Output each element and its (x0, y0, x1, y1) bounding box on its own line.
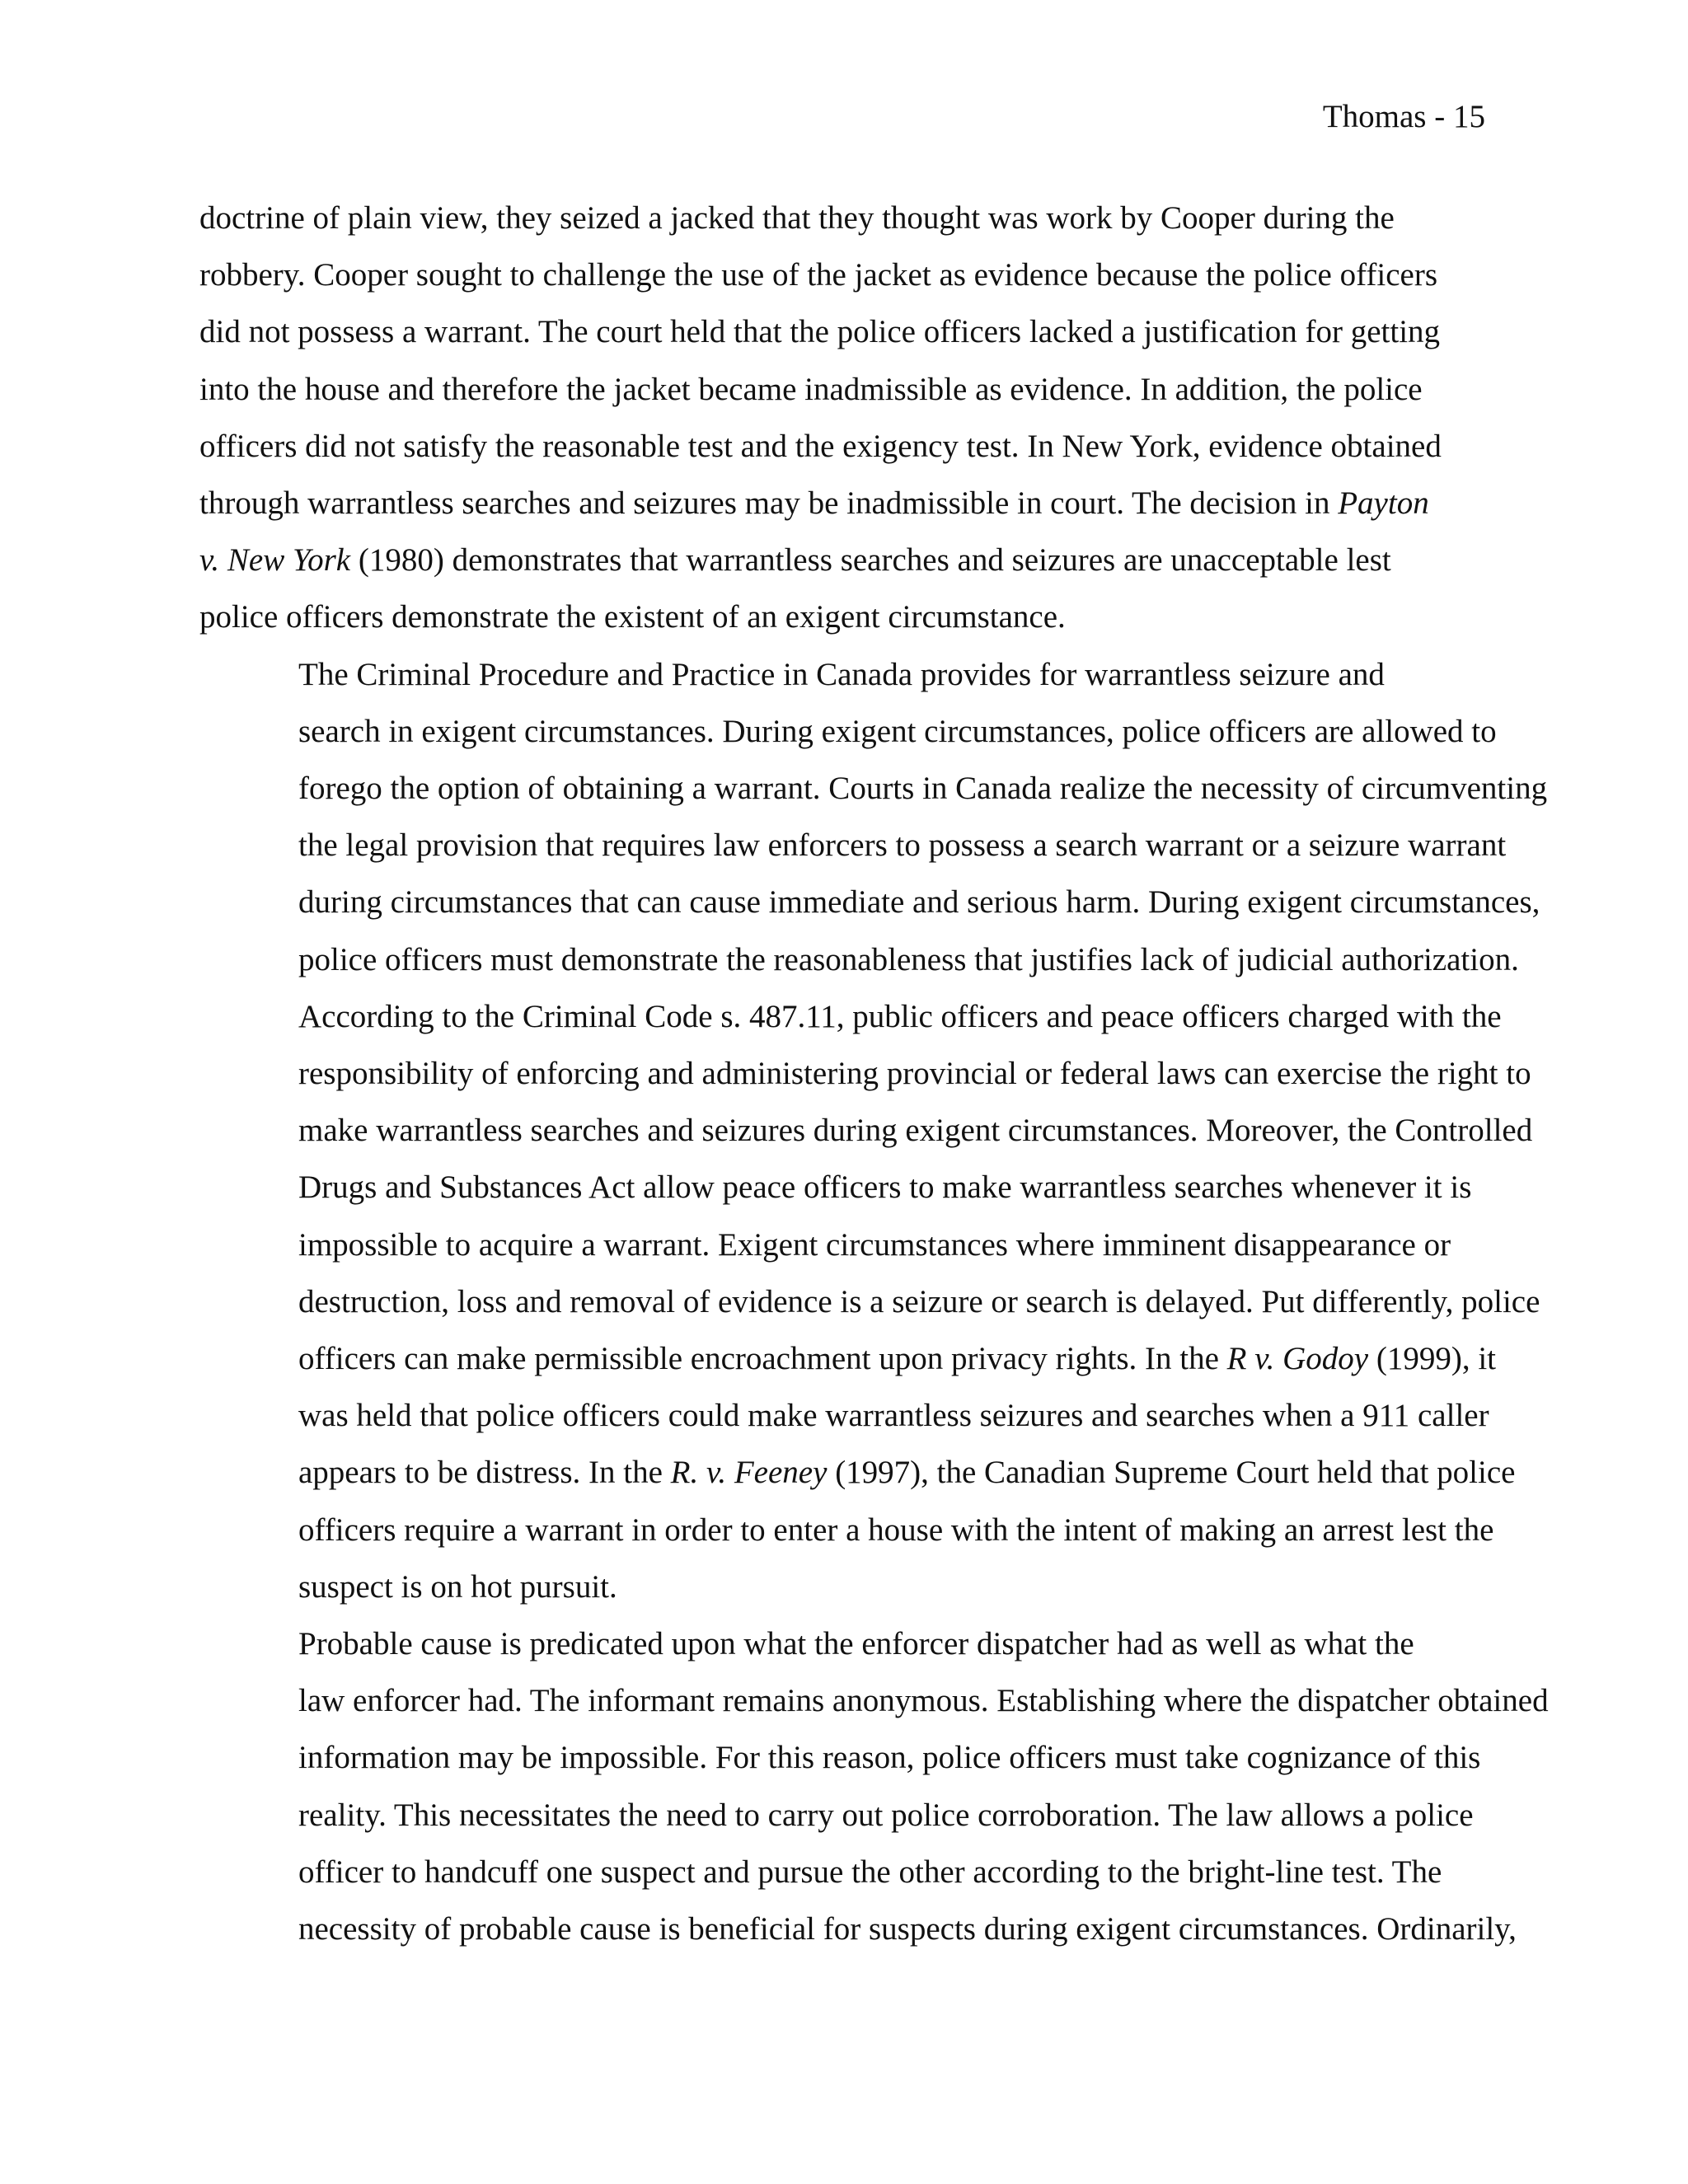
text-line (199, 1502, 1494, 1558)
case-citation: v. New York (199, 542, 351, 579)
text-line (199, 931, 1519, 988)
page-header (1323, 97, 1485, 137)
text-segment: into the house and therefore the jacket became inadmissible as evidence. In addition, the police (199, 371, 1423, 407)
text-segment: According to the Criminal Code s. 487.11, public officers and peace officers charged with the (298, 998, 1502, 1034)
text-segment: police officers demonstrate the existent of an exigent circumstance. (199, 599, 1066, 635)
text-line (199, 1615, 1490, 1672)
text-segment: robbery. Cooper sought to challenge the use of the jacket as evidence because the police officers (199, 257, 1437, 293)
text-segment: during circumstances that can cause immediate and serious harm. During exigent circumstances, (298, 884, 1540, 921)
text-line (199, 246, 1490, 303)
text-line (199, 817, 1507, 874)
document-body (199, 190, 1549, 1957)
text-segment: officer to handcuff one suspect and pursue the other according to the bright-line test. The (298, 1854, 1442, 1890)
text-segment: forego the option of obtaining a warrant. Courts in Canada realize the necessity of circumventing (298, 771, 1548, 807)
text-line (199, 532, 1490, 588)
text-segment: through warrantless searches and seizures may be inadmissible in court. The decision in (199, 485, 1339, 522)
header-author: Thomas (1322, 99, 1427, 134)
page-number: 15 (1453, 99, 1485, 134)
text-segment: police officers must demonstrate the reasonableness that justifies lack of judicial authorization. (298, 941, 1519, 977)
text-segment: (1999), it (1368, 1341, 1497, 1377)
text-segment: (1997), the Canadian Supreme Court held that police (827, 1455, 1516, 1491)
text-line (199, 588, 1490, 645)
text-line (199, 1102, 1533, 1159)
text-segment: reality. This necessitates the need to carry out police corroboration. The law allows a police (298, 1797, 1474, 1833)
paragraph (199, 646, 1548, 1615)
text-line (199, 1273, 1540, 1330)
text-line (199, 1900, 1517, 1957)
text-segment: Drugs and Substances Act allow peace officers to make warrantless searches whenever it is (298, 1169, 1472, 1206)
text-line (199, 1330, 1497, 1387)
text-line (199, 646, 1490, 703)
text-segment: was held that police officers could make warrantless seizures and searches when a 911 caller (298, 1398, 1489, 1434)
text-segment: officers require a warrant in order to enter a house with the intent of making an arrest lest the (298, 1511, 1494, 1548)
text-segment: law enforcer had. The informant remains anonymous. Establishing where the dispatcher obtained (298, 1683, 1549, 1719)
text-segment: did not possess a warrant. The court held that the police officers lacked a justification for getting (199, 314, 1441, 350)
text-line (199, 703, 1497, 760)
text-segment: destruction, loss and removal of evidence is a seizure or search is delayed. Put differently, police (298, 1283, 1540, 1319)
text-line (199, 1216, 1490, 1273)
text-segment: make warrantless searches and seizures during exigent circumstances. Moreover, the Controlled (298, 1113, 1533, 1149)
case-citation: R. v. Feeney (670, 1455, 828, 1491)
text-line (199, 1672, 1549, 1729)
text-line (199, 988, 1502, 1045)
text-segment: officers did not satisfy the reasonable test and the exigency test. In New York, evidence obtained (199, 428, 1442, 464)
text-line (199, 874, 1540, 930)
text-segment: search in exigent circumstances. During exigent circumstances, police officers are allowed to (298, 713, 1497, 749)
text-line (199, 1387, 1490, 1444)
text-line (199, 760, 1548, 817)
text-segment: the legal provision that requires law enforcers to possess a search warrant or a seizure warrant (298, 827, 1507, 864)
text-segment: impossible to acquire a warrant. Exigent circumstances where imminent disappearance or (298, 1226, 1451, 1263)
text-segment: Probable cause is predicated upon what the enforcer dispatcher had as well as what the (298, 1626, 1414, 1662)
text-line (199, 1444, 1516, 1501)
header-separator: - (1426, 99, 1453, 134)
text-line (199, 1159, 1490, 1216)
text-segment: appears to be distress. In the (298, 1455, 671, 1491)
text-line (199, 475, 1490, 532)
text-line (199, 1729, 1490, 1786)
text-segment: information may be impossible. For this reason, police officers must take cognizance of this (298, 1740, 1481, 1776)
text-line (199, 1045, 1531, 1102)
case-citation: R v. Godoy (1226, 1341, 1369, 1377)
paragraph (199, 190, 1490, 646)
paragraph (199, 1615, 1549, 1957)
text-segment: doctrine of plain view, they seized a jacked that they thought was work by Cooper during the (199, 200, 1395, 236)
text-segment: officers can make permissible encroachment upon privacy rights. In the (298, 1341, 1227, 1377)
text-line (199, 1558, 1490, 1615)
text-line (199, 1787, 1490, 1844)
text-line (199, 361, 1490, 418)
text-line (199, 1844, 1490, 1900)
case-citation: Payton (1338, 485, 1429, 522)
text-segment: (1980) demonstrates that warrantless searches and seizures are unacceptable lest (350, 542, 1391, 579)
text-segment: suspect is on hot pursuit. (298, 1568, 617, 1605)
text-line (199, 190, 1490, 246)
text-segment: responsibility of enforcing and administering provincial or federal laws can exercise the right to (298, 1056, 1531, 1092)
text-line (199, 418, 1490, 475)
text-line (199, 303, 1490, 360)
text-segment: necessity of probable cause is beneficial for suspects during exigent circumstances. Ordinarily, (298, 1911, 1517, 1947)
text-segment: The Criminal Procedure and Practice in Canada provides for warrantless seizure and (298, 656, 1385, 692)
